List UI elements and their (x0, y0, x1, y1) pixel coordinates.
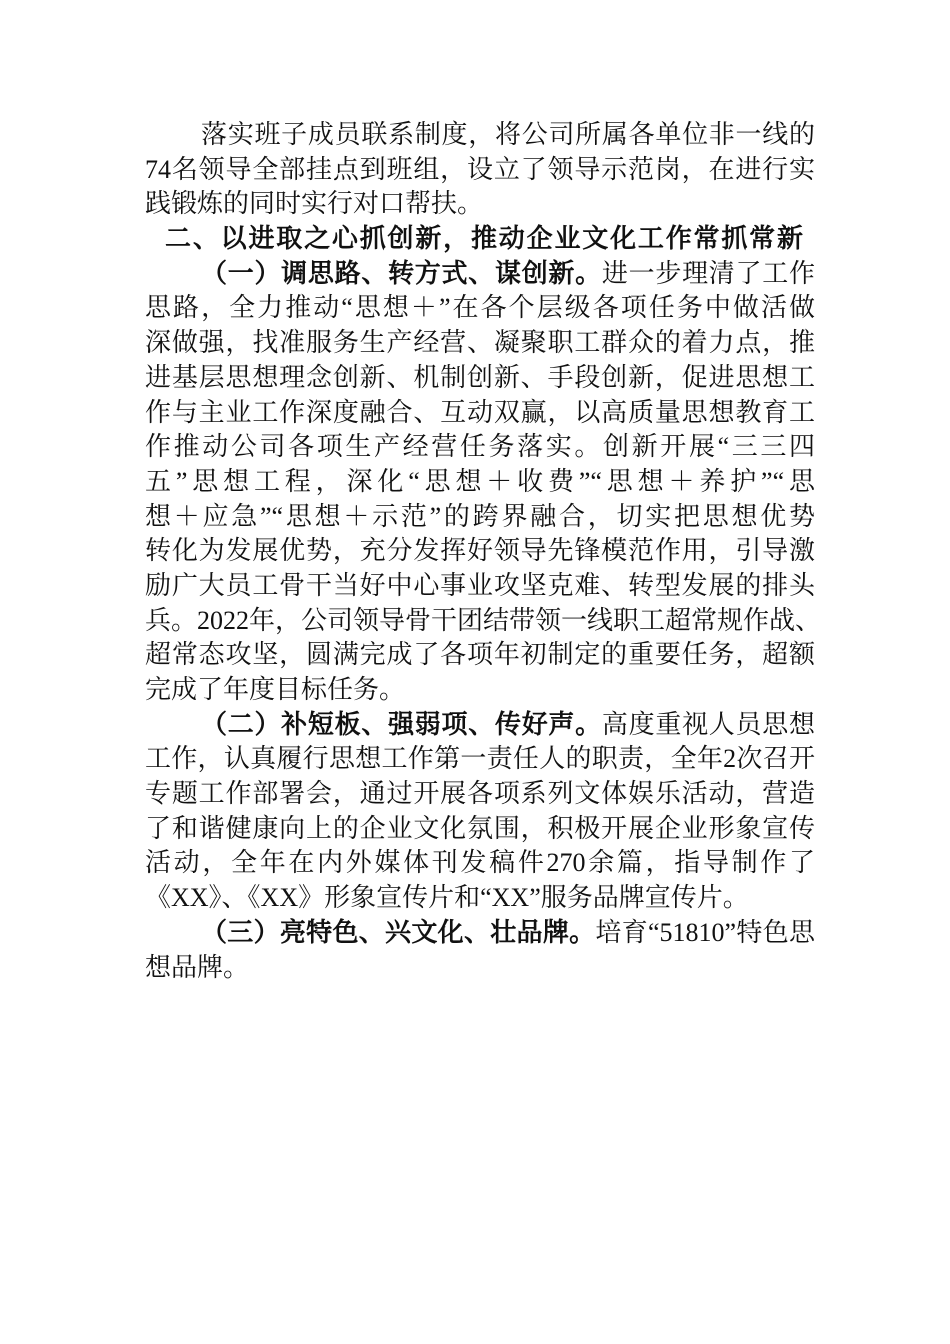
line-text: 二、以进取之心抓创新，推动企业文化工作常抓常新 (165, 224, 803, 254)
line-text: 作与主业工作深度融合、互动双赢，以高质量思想教育工 (145, 397, 815, 427)
line-text: 超常态攻坚，圆满完成了各项年初制定的重要任务，超额 (145, 640, 815, 670)
line-text: 了和谐健康向上的企业文化氛围，积极开展企业形象宣传 (145, 813, 815, 843)
text-line (145, 118, 815, 153)
text-line (145, 951, 815, 986)
text-line (145, 291, 815, 326)
line-text: 进一步理清了工作 (601, 258, 815, 288)
line-text: 进基层思想理念创新、机制创新、手段创新，促进思想工 (145, 362, 815, 392)
paragraph (145, 257, 822, 708)
text-line (145, 430, 815, 465)
text-line (145, 534, 815, 569)
line-text: 高度重视人员思想 (601, 709, 815, 739)
paragraph (145, 916, 815, 985)
document-body (145, 118, 822, 985)
line-text: 励广大员工骨干当好中心事业攻坚克难、转型发展的排头 (145, 570, 815, 600)
text-line (145, 604, 822, 639)
line-text: 兵。2022年，公司领导骨干团结带领一线职工超常规作战、 (145, 605, 822, 635)
subsection-title: （三）亮特色、兴文化、壮品牌。 (201, 917, 596, 947)
text-line (145, 673, 815, 708)
line-text: 《XX》、《XX》形象宣传片和“XX”服务品牌宣传片。 (145, 883, 749, 913)
text-line (145, 569, 815, 604)
text-line (145, 812, 815, 847)
line-text: 74名领导全部挂点到班组，设立了领导示范岗，在进行实 (145, 154, 815, 184)
text-line (145, 742, 815, 777)
text-line (145, 916, 815, 951)
text-line (145, 153, 815, 188)
line-text: 转化为发展优势，充分发挥好领导先锋模范作用，引导激 (145, 536, 815, 566)
line-text: 想＋应急”“思想＋示范”的跨界融合，切实把思想优势 (145, 501, 815, 531)
line-text: 五”思想工程，深化“思想＋收费”“思想＋养护”“思 (145, 466, 815, 496)
text-line (145, 881, 815, 916)
subsection-title: （二）补短板、强弱项、传好声。 (201, 709, 602, 739)
subsection-title: （一）调思路、转方式、谋创新。 (201, 258, 602, 288)
text-line (145, 638, 815, 673)
line-text: 落实班子成员联系制度，将公司所属各单位非一线的 (201, 120, 815, 149)
text-line (145, 326, 815, 361)
text-line (145, 708, 815, 743)
line-text: 完成了年度目标任务。 (145, 675, 406, 704)
line-text: 深做强，找准服务生产经营、凝聚职工群众的着力点，推 (145, 328, 815, 358)
paragraph (145, 118, 815, 222)
text-line (145, 187, 815, 222)
line-text: 活动，全年在内外媒体刊发稿件270余篇，指导制作了 (145, 848, 815, 878)
text-line (145, 846, 815, 881)
text-line (145, 361, 815, 396)
line-text: 思路，全力推动“思想＋”在各个层级各项任务中做活做 (145, 293, 815, 323)
line-text: 专题工作部署会，通过开展各项系列文体娱乐活动，营造 (145, 779, 815, 809)
line-text: 践锻炼的同时实行对口帮扶。 (145, 189, 484, 219)
text-line (145, 465, 815, 500)
section-heading (145, 222, 815, 257)
paragraph (145, 708, 815, 916)
text-line (145, 257, 815, 292)
line-text: 作推动公司各项生产经营任务落实。创新开展“三三四 (145, 432, 815, 462)
text-line (145, 500, 815, 535)
line-text: 工作，认真履行思想工作第一责任人的职责，全年2次召开 (145, 744, 815, 774)
text-line (145, 396, 815, 431)
line-text: 培育“51810”特色思 (595, 917, 815, 947)
text-line (145, 777, 815, 812)
line-text: 想品牌。 (145, 952, 250, 982)
text-line (145, 222, 815, 257)
